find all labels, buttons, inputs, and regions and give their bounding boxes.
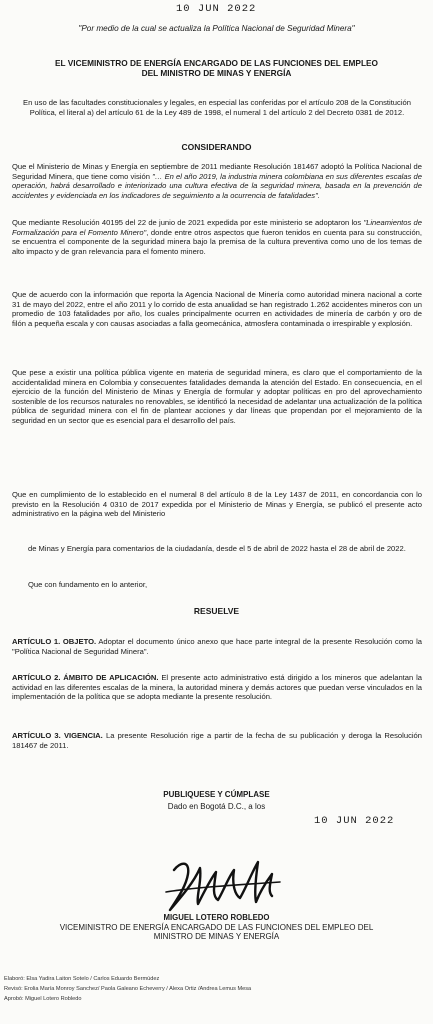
signatory-name: MIGUEL LOTERO ROBLEDO (163, 913, 270, 922)
intro-paragraph: En uso de las facultades constitucionales y legales, en especial las conferidas por el artículo 208 de la Constitución Política, el literal a) del artículo 61 de la Ley 489 de 1998, el numeral 1 del artículo 2 del Decreto 0381 de 2012. (23, 98, 411, 117)
considerando-paragraph-6: de Minas y Energía para comentarios de la ciudadanía, desde el 5 de abril de 2022 hasta el 28 de abril de 2022. (28, 544, 406, 553)
article-3 (12, 731, 422, 750)
p2-text-a: Que mediante Resolución 40195 del 22 de junio de 2021 expedida por este ministerio se adoptaron los (12, 218, 364, 227)
article-2-text: El presente acto administrativo está dirigido a los mineros que adelantan la actividad en las diferentes escalas de la minera, la autoridad minera y demás actores que puedan verse vinculados en la implementación de la política que se adopta mediante la presente resolución. (12, 673, 422, 702)
credits-elaboro: Elaboró: Elsa Yadira Laiton Sotelo / Carlos Eduardo Bermúdez (4, 976, 160, 982)
issuer-heading-line1: EL VICEMINISTRO DE ENERGÍA ENCARGADO DE LAS FUNCIONES DEL EMPLEO (55, 58, 378, 68)
p2-text-c: , donde entre otros aspectos que fueron tenidos en cuenta para su construcción, se encuentra el componente de la seguridad minera bajo la premisa de la cultura preventiva como uno de los temas de alto impacto y de gran relevancia para el fomento minero. (12, 227, 422, 256)
article-1 (12, 637, 422, 656)
resuelve-title: RESUELVE (193, 606, 240, 616)
article-2 (12, 673, 422, 702)
dado-en-line: Dado en Bogotá D.C., a los (167, 802, 266, 811)
signatory-title-line2: MINISTRO DE MINAS Y ENERGÍA (153, 932, 280, 942)
considerando-title: CONSIDERANDO (181, 142, 252, 152)
p1-quote: "… En el año 2019, la industria minera colombiana en sus diferentes escalas de operación, habrá desarrollado e interiorizado una cultura efectiva de la seguridad minera, basada en la prevención de accidentes y evidenciada en los indicadores de seguimiento a la ocurrencia de fatalidades". (12, 171, 422, 200)
considerando-paragraph-5: Que en cumplimiento de lo establecido en el numeral 8 del artículo 8 de la Ley 1437 de 2011, en concordancia con lo previsto en la Resolución 4 0310 de 2017 expedida por el Ministerio de Minas y Energía, se publicó el presente acto administrativo en la página web del Ministerio (12, 490, 422, 519)
article-1-label: ARTÍCULO 1. OBJETO. (12, 637, 97, 646)
publiquese-line: PUBLIQUESE Y CÚMPLASE (163, 790, 270, 799)
considerando-paragraph-2 (12, 218, 422, 256)
date-stamp-bottom: 10 JUN 2022 (314, 815, 395, 827)
issuer-heading (18, 58, 415, 78)
article-1-text: Adoptar el documento único anexo que hace parte integral de la presente Resolución como la "Política Nacional de Seguridad Minera". (12, 637, 422, 656)
p2-quote: "Lineamientos de Formalización para el Fomento Minero" (12, 218, 422, 237)
issuer-heading-line2: DEL MINISTRO DE MINAS Y ENERGÍA (141, 68, 292, 78)
considerando-paragraph-7: Que con fundamento en lo anterior, (28, 580, 148, 589)
date-stamp-top: 10 JUN 2022 (176, 3, 257, 15)
considerando-paragraph-3: Que de acuerdo con la información que reporta la Agencia Nacional de Minería como autoridad minera nacional a corte 31 de mayo del 2022, entre el año 2011 y lo corrido de esta anualidad se han registrado 1.262 accidentes mineros con un promedio de 103 fatalidades por año, los cuales principalmente ocurren en actividades de minería de carbón y oro de filón a pequeña escala y con causas asociadas a falla geomecánica, atmosfera contaminada o irrespirable y explosión. (12, 290, 422, 328)
article-3-label: ARTÍCULO 3. VIGENCIA. (12, 731, 103, 740)
considerando-paragraph-1 (12, 162, 422, 200)
handwritten-signature (160, 852, 290, 918)
credits-aprobo: Aprobó: Miguel Lotero Robledo (4, 996, 82, 1002)
p1-text: Que el Ministerio de Minas y Energía en septiembre de 2011 mediante Resolución 181467 adoptó la Política Nacional de Seguridad Minera, que tiene como visión (12, 162, 422, 181)
signatory-title-line1: VICEMINISTRO DE ENERGÍA ENCARGADO DE LAS FUNCIONES DEL EMPLEO DEL (59, 923, 374, 932)
credits-reviso: Revisó: Erolia María Monroy Sanchez/ Paola Galeano Echeverry / Alexa Ortiz /Andrea Lemus Mesa (4, 986, 252, 992)
article-3-text: La presente Resolución rige a partir de la fecha de su publicación y deroga la Resolución 181467 de 2011. (12, 731, 422, 750)
article-2-label: ARTÍCULO 2. ÁMBITO DE APLICACIÓN. (12, 673, 159, 682)
considerando-paragraph-4: Que pese a existir una política pública vigente en materia de seguridad minera, es claro que el comportamiento de la accidentalidad minera en Colombia y consecuentes fatalidades demanda la atención del Estado. En consecuencia, en el ejercicio de la función del Ministerio de Minas y Energía de formular y adoptar políticas en pro del aprovechamiento sostenible de los recursos naturales no renovables, se identificó la necesidad de adelantar una actualización de la política pública de seguridad minera con el fin de plantear acciones y dar líneas que propendan por el mejoramiento de la seguridad en un sector que es esencial para el desarrollo del país. (12, 368, 422, 425)
document-subtitle: "Por medio de la cual se actualiza la Política Nacional de Seguridad Minera" (78, 24, 355, 33)
signatory-title (40, 923, 393, 942)
